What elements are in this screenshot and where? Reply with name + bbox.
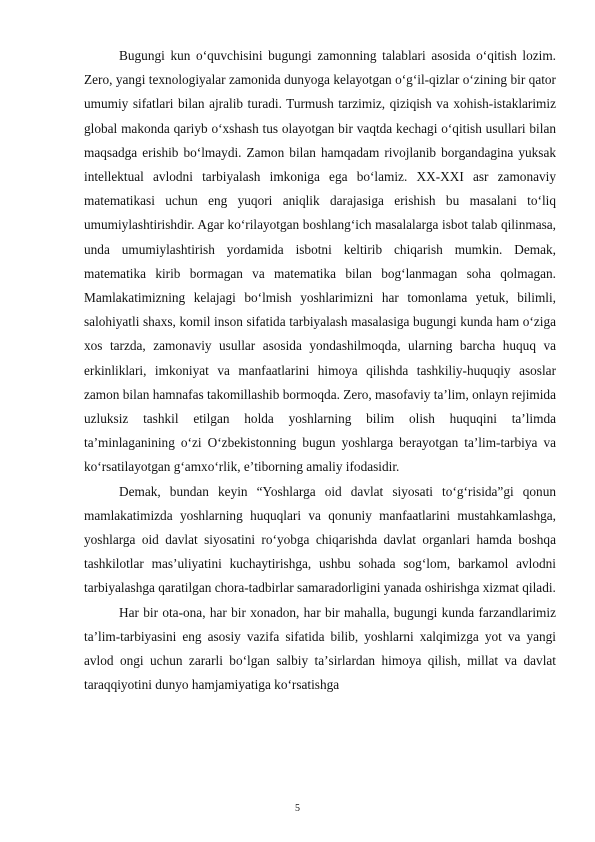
paragraph-2: Demak, bundan keyin “Yoshlarga oid davlat siyosati to‘g‘risida”gi qonun mamlakatimizda yoshlarning huquqlari va qonuniy manfaatlarini mustahkamlashga, yoshlarga oid davlat siyosatini ro‘yobga chiqarishda davlat organlari hamda boshqa tashkilotlar masʼuliyatini kuchaytirishga, ushbu sohada sog‘lom, barkamol avlodni tarbiyalashga qaratilgan chora-tadbirlar samaradorligini yanada oshirishga xizmat qiladi. xyxy=(84,483,556,596)
page-number: 5 xyxy=(295,803,300,814)
paragraph-1: Bugungi kun o‘quvchisini bugungi zamonning talablari asosida o‘qitish lozim. Zero, yangi texnologiyalar zamonida dunyoga kelayotgan o‘g‘il-qizlar o‘zining bir qator umumiy sifatlari bilan ajralib turadi. Turmush tarzimiz, qiziqish va xohish-istaklarimiz global makonda qariyb o‘xshash tus olayotgan bir vaqtda kechagi o‘qitish usullari bilan maqsadga erishib bo‘lmaydi. Zamon bilan hamqadam rivojlanib borgandagina yuksak intellektual avlodni tarbiyalash imkoniga ega bo‘lamiz. XX-XXI asr zamonaviy matematikasi uchun eng yuqori aniqlik darajasiga erishish bu masalani to‘liq umumiylashtirishdir. Agar ko‘rilayotgan boshlang‘ich masalalarga isbot talab qilinmasa, unda umumiylashtirish yordamida isbotni keltirib chiqarish mumkin. Demak, matematika kirib bormagan va matematika bilan bog‘lanmagan soha qolmagan. Mamlakatimizning kelajagi bo‘lmish yoshlarimizni har tomonlama yetuk, bilimli, salohiyatli shaxs, komil inson sifatida tarbiyalash masalasiga bugungi kunda ham o‘ziga xos tarzda, zamonaviy usullar asosida yondashilmoqda, ularning barcha huquq va erkinliklari, imkoniyat va manfaatlarini himoya qilishda tashkiliy-huquqiy asoslar zamon bilan hamnafas takomillashib bormoqda. Zero, masofaviy taʼlim, onlayn rejimida uzluksiz tashkil etilgan holda yoshlarning bilim olish huquqini taʼlimda taʼminlaganining o‘zi O‘zbekistonning bugun yoshlarga berayotgan taʼlim-tarbiya va ko‘rsatilayotgan g‘amxo‘rlik, eʼtiborning amaliy ifodasidir. xyxy=(84,48,556,475)
paragraph-3: Har bir ota-ona, har bir xonadon, har bir mahalla, bugungi kunda farzandlarimiz taʼlim-tarbiyasini eng asosiy vazifa sifatida bilib, yoshlarni xalqimizga yot va yangi avlod ongi uchun zararli bo‘lgan salbiy taʼsirlardan himoya qilish, millat va davlat taraqqiyotini dunyo hamjamiyatiga ko‘rsatishga xyxy=(84,604,556,693)
body-text xyxy=(84,44,556,697)
